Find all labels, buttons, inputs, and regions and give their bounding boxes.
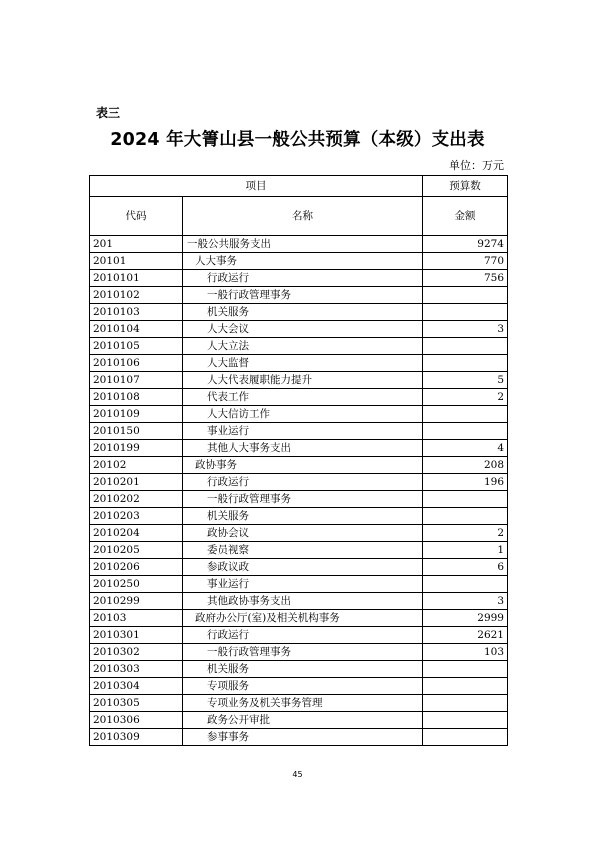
cell-code: 2010104 [90,321,183,338]
cell-name: 机关服务 [183,661,423,678]
table-row [90,236,508,253]
cell-name: 一般行政管理事务 [183,491,423,508]
cell-name: 行政运行 [183,474,423,491]
budget-table [89,175,508,746]
table-row [90,559,508,576]
cell-code: 2010305 [90,695,183,712]
table-row [90,678,508,695]
column-group-item: 项目 [90,176,423,197]
table-row [90,304,508,321]
cell-code: 2010205 [90,542,183,559]
cell-amount: 2 [423,525,508,542]
table-row [90,338,508,355]
cell-code: 2010306 [90,712,183,729]
cell-code: 2010299 [90,593,183,610]
table-row [90,287,508,304]
cell-code: 2010250 [90,576,183,593]
cell-code: 2010201 [90,474,183,491]
cell-amount: 2 [423,389,508,406]
table-row [90,372,508,389]
cell-amount [423,338,508,355]
cell-name: 一般行政管理事务 [183,287,423,304]
cell-name: 参事事务 [183,729,423,746]
cell-name: 人大事务 [183,253,423,270]
table-row [90,542,508,559]
cell-amount: 4 [423,440,508,457]
cell-name: 行政运行 [183,627,423,644]
table-row [90,253,508,270]
cell-amount: 3 [423,593,508,610]
cell-name: 政协会议 [183,525,423,542]
table-row [90,474,508,491]
cell-name: 人大监督 [183,355,423,372]
cell-amount: 1 [423,542,508,559]
cell-amount [423,287,508,304]
cell-name: 政务公开审批 [183,712,423,729]
column-header-code: 代码 [90,197,183,236]
cell-name: 代表工作 [183,389,423,406]
cell-name: 人大信访工作 [183,406,423,423]
cell-name: 其他政协事务支出 [183,593,423,610]
cell-code: 2010107 [90,372,183,389]
cell-amount: 6 [423,559,508,576]
table-row [90,627,508,644]
cell-code: 2010206 [90,559,183,576]
cell-name: 政府办公厅(室)及相关机构事务 [183,610,423,627]
table-row [90,712,508,729]
cell-name: 参政议政 [183,559,423,576]
cell-code: 2010150 [90,423,183,440]
cell-name: 人大会议 [183,321,423,338]
cell-amount [423,304,508,321]
cell-name: 机关服务 [183,304,423,321]
table-row [90,389,508,406]
cell-amount [423,491,508,508]
cell-amount [423,406,508,423]
cell-code: 2010302 [90,644,183,661]
table-row [90,644,508,661]
cell-name: 机关服务 [183,508,423,525]
cell-amount [423,712,508,729]
cell-amount [423,355,508,372]
cell-code: 2010303 [90,661,183,678]
cell-code: 2010309 [90,729,183,746]
table-row [90,406,508,423]
cell-code: 2010204 [90,525,183,542]
cell-code: 201 [90,236,183,253]
cell-code: 2010109 [90,406,183,423]
table-row [90,423,508,440]
table-row [90,440,508,457]
cell-name: 专项服务 [183,678,423,695]
cell-amount: 208 [423,457,508,474]
cell-amount: 196 [423,474,508,491]
table-row [90,321,508,338]
table-row [90,508,508,525]
cell-amount: 2621 [423,627,508,644]
cell-amount: 5 [423,372,508,389]
cell-amount [423,661,508,678]
cell-amount: 103 [423,644,508,661]
cell-amount: 9274 [423,236,508,253]
cell-name: 其他人大事务支出 [183,440,423,457]
cell-name: 专项业务及机关事务管理 [183,695,423,712]
cell-name: 人大代表履职能力提升 [183,372,423,389]
cell-code: 2010199 [90,440,183,457]
table-row [90,457,508,474]
page-title: 2024 年大箐山县一般公共预算（本级）支出表 [110,130,485,150]
column-header-amount: 金额 [423,197,508,236]
cell-amount [423,678,508,695]
cell-code: 2010101 [90,270,183,287]
cell-amount [423,729,508,746]
cell-amount [423,423,508,440]
cell-amount [423,576,508,593]
table-row [90,610,508,627]
table-row [90,729,508,746]
cell-code: 2010108 [90,389,183,406]
header-row-group [90,176,508,197]
table-label: 表三 [96,106,121,120]
cell-name: 委员视察 [183,542,423,559]
table-row [90,491,508,508]
page-number: 45 [292,770,303,779]
table-header [90,176,508,236]
cell-code: 20103 [90,610,183,627]
table-body [90,236,508,746]
cell-code: 2010102 [90,287,183,304]
table-row [90,593,508,610]
unit-label: 单位：万元 [449,159,504,172]
cell-code: 2010105 [90,338,183,355]
table-row [90,661,508,678]
cell-name: 行政运行 [183,270,423,287]
cell-code: 20101 [90,253,183,270]
cell-code: 2010106 [90,355,183,372]
cell-code: 2010304 [90,678,183,695]
cell-name: 事业运行 [183,576,423,593]
cell-amount: 756 [423,270,508,287]
cell-name: 一般公共服务支出 [183,236,423,253]
cell-code: 2010301 [90,627,183,644]
table-row [90,695,508,712]
cell-name: 人大立法 [183,338,423,355]
cell-name: 一般行政管理事务 [183,644,423,661]
column-group-budget: 预算数 [423,176,508,197]
table-row [90,355,508,372]
cell-amount: 770 [423,253,508,270]
column-header-name: 名称 [183,197,423,236]
cell-amount: 3 [423,321,508,338]
cell-amount: 2999 [423,610,508,627]
cell-code: 20102 [90,457,183,474]
cell-code: 2010103 [90,304,183,321]
cell-name: 事业运行 [183,423,423,440]
header-row-columns [90,197,508,236]
table-row [90,270,508,287]
cell-name: 政协事务 [183,457,423,474]
table-row [90,525,508,542]
cell-code: 2010202 [90,491,183,508]
cell-amount [423,508,508,525]
cell-code: 2010203 [90,508,183,525]
table-row [90,576,508,593]
cell-amount [423,695,508,712]
